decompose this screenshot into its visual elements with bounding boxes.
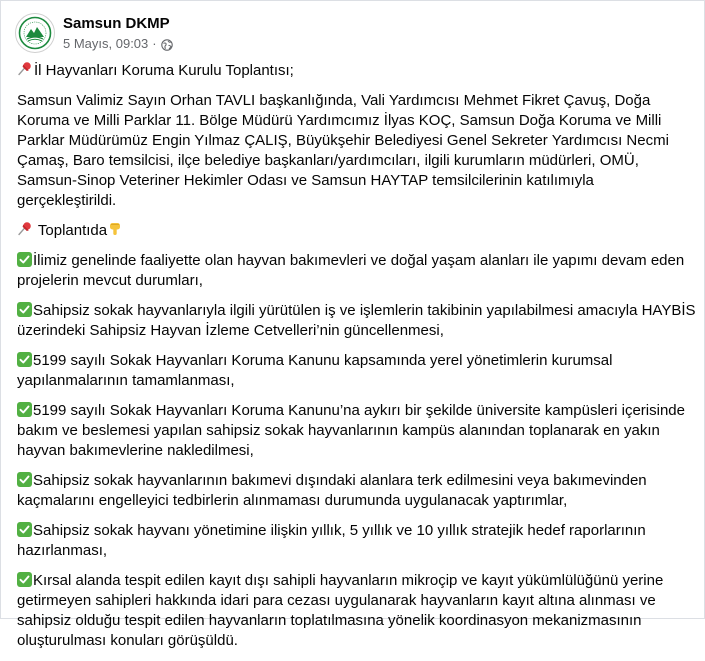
post-title-text: İl Hayvanları Koruma Kurulu Toplantısı;: [34, 62, 294, 79]
post-subhead: [17, 221, 697, 241]
pushpin-icon: [17, 221, 33, 237]
check-mark-icon: [17, 352, 32, 367]
check-mark-icon: [17, 522, 32, 537]
agenda-item-text: Kırsal alanda tespit edilen kayıt dışı sahipli hayvanların mikroçip ve kayıt yükümlülüğünü yerine getirmeyen sahipleri hakkında idari para cezası uygulanarak hayvanların kayıt altına alınması ve sahipsiz olduğu tespit edilen hayvanların toplatılmasına yönelik koordinasyon mekanizmasının oluşturulması konuları görüşüldü.: [17, 572, 664, 649]
post-subhead-text: Toplantıda: [34, 222, 108, 239]
agenda-item: [17, 251, 697, 291]
page-avatar[interactable]: [15, 13, 55, 53]
post-meta: [63, 14, 173, 52]
agenda-item: [17, 301, 697, 341]
agenda-item: [17, 571, 697, 651]
globe-icon[interactable]: [161, 38, 173, 50]
post-timestamp[interactable]: 5 Mayıs, 09:03: [63, 36, 149, 51]
agenda-item-text: Sahipsiz sokak hayvanı yönetimine ilişkin yıllık, 5 yıllık ve 10 yıllık stratejik hedef raporlarının hazırlanması,: [17, 522, 646, 559]
check-mark-icon: [17, 252, 32, 267]
agenda-item-text: 5199 sayılı Sokak Hayvanları Koruma Kanunu kapsamında yerel yönetimlerin kurumsal yapılanmalarının tamamlanması,: [17, 352, 613, 389]
page-name-link[interactable]: Samsun DKMP: [63, 15, 170, 32]
check-mark-icon: [17, 302, 32, 317]
dkmp-logo-icon: [18, 16, 52, 50]
facebook-post: [1, 1, 704, 649]
agenda-item: [17, 471, 697, 511]
agenda-list: [17, 251, 697, 651]
agenda-item: [17, 401, 697, 461]
post-header: [15, 11, 173, 55]
agenda-item: [17, 521, 697, 561]
agenda-item: [17, 351, 697, 391]
post-intro: Samsun Valimiz Sayın Orhan TAVLI başkanlığında, Vali Yardımcısı Mehmet Fikret Çavuş, Doğa Koruma ve Milli Parklar 11. Bölge Müdürü Yardımcımız İlyas KOÇ, Samsun Doğa Koruma ve Milli Parklar Müdürümüz Engin Yılmaz ÇALIŞ, Büyükşehir Belediyesi Genel Sekreter Yardımcısı Necmi Çamaş, Baro temsilcisi, ilçe belediye başkanları/yardımcıları, ilgili kurumların müdürleri, OMÜ, Samsun-Sinop Veteriner Hekimler Odası ve Samsun HAYTAP temsilcilerinin katılımıyla gerçekleştirildi.: [17, 92, 669, 209]
agenda-item-text: 5199 sayılı Sokak Hayvanları Koruma Kanunu’na aykırı bir şekilde üniversite kampüsleri içerisinde bakım ve beslemesi yapılan sahipsiz sokak hayvanlarının kampüs alanından toplanarak en yakın hayvan bakımevlerine nakledilmesi,: [17, 402, 685, 459]
check-mark-icon: [17, 572, 32, 587]
agenda-item-text: İlimiz genelinde faaliyette olan hayvan bakımevleri ve doğal yaşam alanları ile yapımı devam eden projelerin mevcut durumları,: [17, 252, 685, 289]
meta-separator: ·: [152, 36, 157, 51]
check-mark-icon: [17, 472, 32, 487]
post-title: [17, 61, 697, 81]
agenda-item-text: Sahipsiz sokak hayvanlarıyla ilgili yürütülen iş ve işlemlerin takibinin yapılabilmesi amacıyla HAYBİS üzerindeki Sahipsiz Hayvan İzleme Cetvelleri’nin güncellenmesi,: [17, 302, 696, 339]
check-mark-icon: [17, 402, 32, 417]
post-body: [17, 61, 697, 661]
agenda-item-text: Sahipsiz sokak hayvanlarının bakımevi dışındaki alanlara terk edilmesini veya bakımevinden kaçmalarını engelleyici tedbirlerin alınmaması durumunda uygulanacak yaptırımlar,: [17, 472, 647, 509]
post-subline: [63, 35, 173, 52]
pushpin-icon: [17, 61, 33, 77]
pointing-down-icon: [107, 221, 123, 237]
